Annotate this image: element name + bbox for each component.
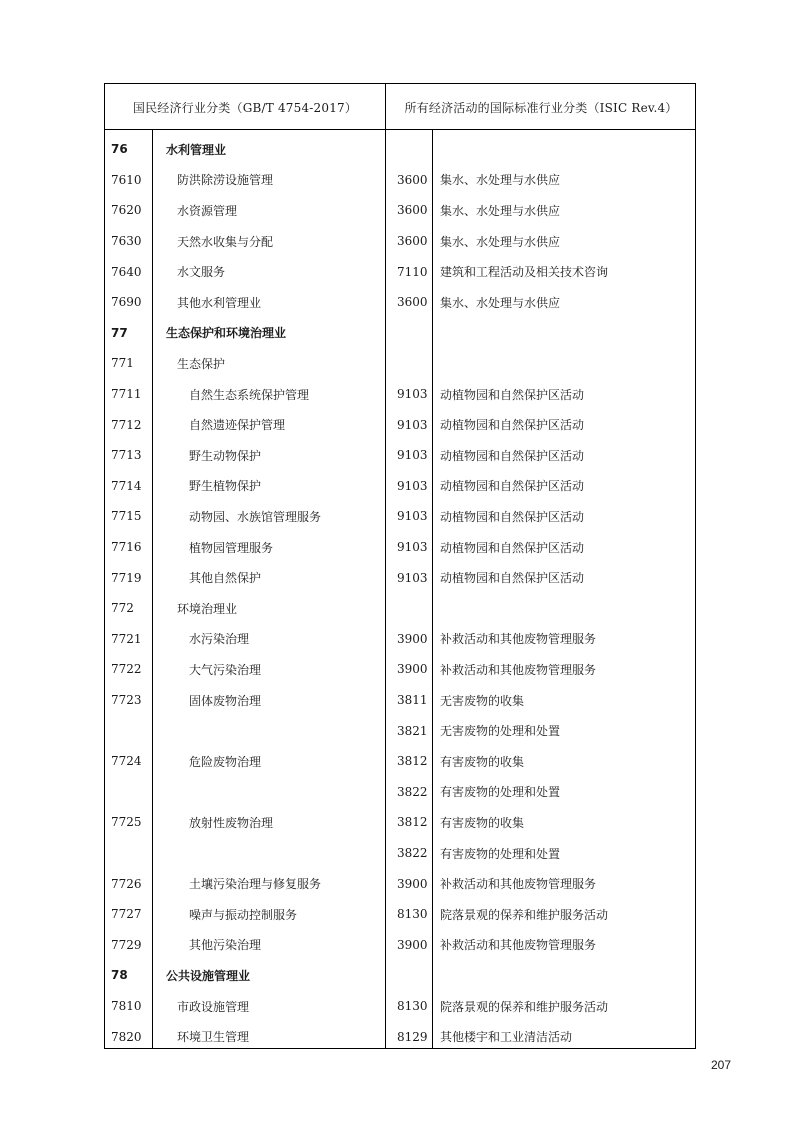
isic-code: 3822	[397, 846, 428, 861]
isic-code: 8129	[397, 1029, 428, 1044]
isic-name: 院落景观的保养和维护服务活动	[440, 907, 609, 922]
isic-code: 3811	[397, 693, 428, 708]
isic-name: 无害废物的收集	[440, 693, 525, 708]
industry-name: 放射性废物治理	[189, 815, 274, 830]
isic-code: 7110	[397, 264, 428, 279]
industry-name: 植物园管理服务	[189, 540, 274, 555]
table-row	[105, 746, 695, 777]
industry-name: 天然水收集与分配	[177, 234, 274, 249]
isic-code: 8130	[397, 999, 428, 1014]
industry-code: 78	[111, 968, 128, 983]
table-row	[105, 715, 695, 746]
isic-name: 补救活动和其他废物管理服务	[440, 877, 597, 892]
industry-name: 其他污染治理	[189, 938, 262, 953]
industry-code: 76	[111, 142, 128, 157]
industry-name: 生态保护	[177, 356, 226, 371]
isic-name: 其他楼宇和工业清洁活动	[440, 1030, 573, 1045]
isic-name: 有害废物的处理和处置	[440, 785, 561, 800]
industry-name: 野生动物保护	[189, 448, 262, 463]
isic-code: 3900	[397, 631, 428, 646]
isic-code: 3900	[397, 937, 428, 952]
isic-code: 3822	[397, 784, 428, 799]
isic-code: 3600	[397, 203, 428, 218]
industry-name: 环境卫生管理	[177, 1030, 250, 1045]
industry-name: 大气污染治理	[189, 662, 262, 677]
isic-code: 9103	[397, 509, 428, 524]
industry-code: 7713	[111, 448, 142, 463]
table-row	[105, 1021, 695, 1052]
isic-code: 9103	[397, 417, 428, 432]
industry-name: 其他自然保护	[189, 571, 262, 586]
industry-code: 77	[111, 325, 128, 340]
industry-code: 7620	[111, 203, 142, 218]
table-row	[105, 930, 695, 961]
table-row	[105, 409, 695, 440]
industry-code: 771	[111, 356, 134, 371]
table-row	[105, 195, 695, 226]
industry-name: 水利管理业	[166, 142, 227, 157]
industry-name: 公共设施管理业	[166, 968, 251, 983]
industry-code: 7714	[111, 478, 142, 493]
industry-name: 其他水利管理业	[177, 295, 262, 310]
industry-code: 7630	[111, 234, 142, 249]
isic-code: 9103	[397, 448, 428, 463]
table-row	[105, 165, 695, 196]
isic-name: 集水、水处理与水供应	[440, 234, 561, 249]
table-row	[105, 777, 695, 808]
header-left: 国民经济行业分类（GB/T 4754-2017）	[132, 100, 358, 115]
isic-name: 集水、水处理与水供应	[440, 173, 561, 188]
industry-name: 自然生态系统保护管理	[189, 387, 310, 402]
table-row	[105, 685, 695, 716]
isic-code: 3600	[397, 234, 428, 249]
industry-code: 7640	[111, 264, 142, 279]
industry-code: 7724	[111, 754, 142, 769]
industry-code: 7721	[111, 631, 142, 646]
isic-code: 3821	[397, 723, 428, 738]
table-row	[105, 318, 695, 349]
industry-code: 7723	[111, 693, 142, 708]
isic-name: 动植物园和自然保护区活动	[440, 387, 585, 402]
isic-code: 3812	[397, 754, 428, 769]
isic-code: 3900	[397, 876, 428, 891]
industry-code: 7690	[111, 295, 142, 310]
table-row	[105, 899, 695, 930]
table-row	[105, 562, 695, 593]
isic-name: 建筑和工程活动及相关技术咨询	[440, 265, 609, 280]
table-row	[105, 838, 695, 869]
header-right: 所有经济活动的国际标准行业分类（ISIC Rev.4）	[404, 100, 678, 115]
industry-name: 水资源管理	[177, 203, 238, 218]
isic-name: 有害废物的收集	[440, 815, 525, 830]
industry-name: 市政设施管理	[177, 999, 250, 1014]
industry-code: 7729	[111, 937, 142, 952]
isic-name: 动植物园和自然保护区活动	[440, 540, 585, 555]
industry-code: 7716	[111, 540, 142, 555]
industry-code: 7711	[111, 387, 142, 402]
classification-table	[104, 83, 696, 1049]
table-row	[105, 868, 695, 899]
isic-code: 9103	[397, 570, 428, 585]
isic-name: 集水、水处理与水供应	[440, 295, 561, 310]
industry-name: 固体废物治理	[189, 693, 262, 708]
table-row	[105, 991, 695, 1022]
isic-code: 8130	[397, 907, 428, 922]
industry-code: 7715	[111, 509, 142, 524]
industry-name: 动物园、水族馆管理服务	[189, 509, 322, 524]
industry-code: 7810	[111, 999, 142, 1014]
table-row	[105, 348, 695, 379]
isic-name: 动植物园和自然保护区活动	[440, 509, 585, 524]
industry-code: 7820	[111, 1029, 142, 1044]
table-row	[105, 440, 695, 471]
industry-name: 防洪除涝设施管理	[177, 173, 274, 188]
isic-name: 补救活动和其他废物管理服务	[440, 938, 597, 953]
isic-name: 补救活动和其他废物管理服务	[440, 632, 597, 647]
industry-name: 自然遗迹保护管理	[189, 418, 286, 433]
isic-name: 有害废物的处理和处置	[440, 846, 561, 861]
industry-name: 生态保护和环境治理业	[166, 326, 287, 341]
isic-code: 3900	[397, 662, 428, 677]
isic-name: 有害废物的收集	[440, 754, 525, 769]
table-row	[105, 256, 695, 287]
isic-name: 无害废物的处理和处置	[440, 724, 561, 739]
table-row	[105, 134, 695, 165]
industry-code: 7719	[111, 570, 142, 585]
industry-code: 772	[111, 601, 134, 616]
industry-name: 野生植物保护	[189, 479, 262, 494]
isic-code: 3600	[397, 172, 428, 187]
table-row	[105, 624, 695, 655]
table-row	[105, 471, 695, 502]
industry-name: 水文服务	[177, 265, 226, 280]
table-row	[105, 654, 695, 685]
industry-name: 土壤污染治理与修复服务	[189, 877, 322, 892]
industry-name: 环境治理业	[177, 601, 238, 616]
industry-name: 噪声与振动控制服务	[189, 907, 298, 922]
industry-name: 危险废物治理	[189, 754, 262, 769]
isic-name: 动植物园和自然保护区活动	[440, 448, 585, 463]
page-number: 207	[710, 1058, 731, 1072]
industry-code: 7726	[111, 876, 142, 891]
industry-code: 7727	[111, 907, 142, 922]
industry-code: 7610	[111, 172, 142, 187]
isic-name: 动植物园和自然保护区活动	[440, 479, 585, 494]
isic-name: 院落景观的保养和维护服务活动	[440, 999, 609, 1014]
industry-code: 7712	[111, 417, 142, 432]
table-row	[105, 501, 695, 532]
isic-code: 9103	[397, 478, 428, 493]
industry-code: 7725	[111, 815, 142, 830]
isic-code: 3600	[397, 295, 428, 310]
isic-name: 动植物园和自然保护区活动	[440, 571, 585, 586]
industry-name: 水污染治理	[189, 632, 250, 647]
isic-code: 9103	[397, 540, 428, 555]
table-row	[105, 532, 695, 563]
isic-code: 3812	[397, 815, 428, 830]
isic-code: 9103	[397, 387, 428, 402]
industry-code: 7722	[111, 662, 142, 677]
table-row	[105, 807, 695, 838]
table-row	[105, 593, 695, 624]
table-row	[105, 960, 695, 991]
table-row	[105, 226, 695, 257]
isic-name: 补救活动和其他废物管理服务	[440, 662, 597, 677]
table-row	[105, 287, 695, 318]
isic-name: 集水、水处理与水供应	[440, 203, 561, 218]
isic-name: 动植物园和自然保护区活动	[440, 418, 585, 433]
table-row	[105, 379, 695, 410]
